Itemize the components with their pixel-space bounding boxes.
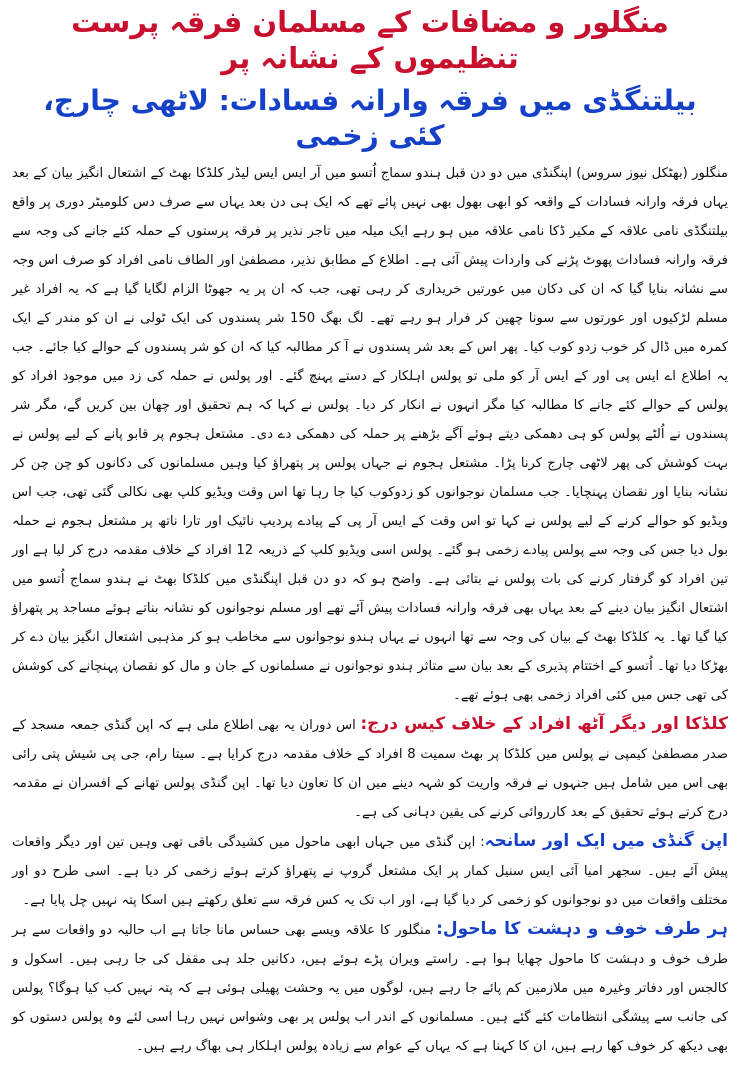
article-paragraph-4 (12, 915, 728, 1061)
paragraph-text: منگلور (بھٹکل نیوز سروس) اپنگنڈی میں دو دن قبل ہندو سماج اُتسو میں آر ایس ایس لیڈر کلڈکا بھٹ کے اشتعال انگیز بیان کے بعد یہاں فرقہ وارانہ فسادات کے واقعہ کو ابھی بھول بھی نہیں پائے تھے کہ ایک ہی دن بعد یہاں سے صرف دس کلومیٹر دوری پر واقع بیلتنگڈی نامی علاقہ کے مکیر ڈکا نامی علاقہ میں ہو رہے ایک میلہ میں تاجر نذیر پر فرقہ پرستوں کے حملہ کئے جانے کی وجہ سے فرقہ وارانہ فسادات پھوٹ پڑنے کی واردات پیش آئی ہے۔ اطلاع کے مطابق نذیر، مصطفیٰ اور الطاف نامی افراد کو صرف اس وجہ سے نشانہ بنایا گیا کہ ان کی دکان میں عورتیں خریداری کر رہی تھی، جب کہ ان پر یہ جھوٹا الزام لگایا گیا ہے کہ یہ افراد غیر مسلم لڑکیوں اور عورتوں سے سونا چھین کر فرار ہو رہے تھے۔ لگ بھگ 150 شر پسندوں کی ایک ٹولی نے ان کو مندر کے ایک کمرہ میں ڈال کر خوب زدو کوب کیا۔ پھر اس کے بعد شر پسندوں نے آ کر مطالبہ کیا کہ ان کو شر پسندوں کے حوالے کیا جائے۔ جب یہ اطلاع اے ایس پی اور کے ایس آر کو ملی تو پولس اہلکار کے دستے پہنچ گئے۔ اور پولس نے حملہ کی زد میں موجود افراد کو پولس کے حوالے کئے جانے کا مطالبہ کیا مگر انہوں نے انکار کر دیا۔ پولس نے کہا کہ ہم تحقیق اور چھان بین کریں گے، مگر شر پسندوں نے اُلٹے پولس کو ہی دھمکی دیتے ہوئے آگے بڑھنے پر حملہ کی دھمکی دے دی۔ مشتعل ہجوم پر قابو پانے کے لیے پولس نے بہت کوشش کی پھر لاٹھی چارج کرنا پڑا۔ مشتعل ہجوم نے جہاں پولس پر پتھراؤ کیا وہیں مسلمانوں کی دکانوں کو چن چن کر نشانہ بنایا اور نقصان پہنچایا۔ جب مسلمان نوجوانوں کو زدوکوب کیا جا رہا تھا اس وقت ویڈیو کلپ بھی نکالی گئی تھی، جب اس ویڈیو کو حوالے کرنے کے لیے پولس نے کہا تو اس وقت کے ایس آر پی کے پیادے پردیپ نائیک اور تارا ناتھ پر مشتعل ہجوم نے حملہ بول دیا جس کی وجہ سے پولس پیادے زخمی ہو گئے۔ پولس اسی ویڈیو کلپ کے ذریعہ 12 افراد کے خلاف مقدمہ درج کر لیا ہے اور تین افراد کو گرفتار کرنے کی بات پولس نے بتائی ہے۔ واضح ہو کہ دو دن قبل اپنگنڈی میں کلڈکا بھٹ نے ہندو سماج اُتسو میں اشتعال انگیز بیان دینے کے بعد یہاں بھی فرقہ وارانہ فسادات پیش آئے تھے اور مسلم نوجوانوں کو نشانہ بناتے ہوئے مساجد پر پتھراؤ کیا گیا تھا۔ یہ کلڈکا بھٹ کے بیان کی وجہ سے تھا انہوں نے یہاں ہندو نوجوانوں سے مخاطب ہو کر مذہبی اشتعال انگیز بیان دے کر بھڑکا دیا تھا۔ اُتسو کے اختتام پذیری کے بعد بیان سے متاثر ہندو نوجوانوں نے مسلمانوں کے جان و مال کو نقصان پہنچانے کی کوشش کی تھی جس میں کئی افراد زخمی بھی ہوئے تھے۔ (12, 165, 728, 703)
paragraph-text: اس دوران یہ بھی اطلاع ملی ہے کہ اپن گنڈی جمعہ مسجد کے صدر مصطفیٰ کیمپی نے پولس میں کلڈکا پر بھٹ سمیت 8 افراد کے خلاف مقدمہ درج کرایا ہے۔ سیتا رام، جی پی شیش پتی رائی بھی اس میں شامل ہیں جنہوں نے فرقہ واریت کو شہہ دینے میں ان کا تعاون دیا تھا۔ اپن گنڈی پولس تھانے کے افسران نے مقدمہ درج کرتے ہوئے تحقیق کے بعد کارروائی کرنے کی یقین دہانی کی ہے۔ (12, 717, 728, 820)
subheading-fear-atmosphere: ہر طرف خوف و دہشت کا ماحول: (436, 918, 728, 939)
headline-secondary: بیلتنگڈی میں فرقہ وارانہ فسادات: لاٹھی چارج، کئی زخمی (43, 83, 697, 152)
headline-main: منگلور و مضافات کے مسلمان فرقہ پرست تنظیموں کے نشانہ پر (71, 5, 669, 76)
paragraph-text: منگلور کا علاقہ ویسے بھی حساس مانا جاتا ہے اب حالیہ دو واقعات سے ہر طرف خوف و دہشت کا ماحول چھایا ہوا ہے۔ راستے ویران پڑے ہوئے ہیں، دکانیں جلد ہی مقفل کی جا رہی ہیں۔ اسکول و کالجس اور دفاتر وغیرہ میں ملازمین کم پائے جا رہے ہیں، لوگوں میں یہ وحشت پھیلی ہوئی ہے کہ پتہ نہیں کب کیا ہوگا؟ پولس کی جانب سے پیشگی انتظامات کئے گئے ہیں۔ مسلمانوں کے اندر اب پولس پر بھی وشواس نہیں رہا اسی لئے وہ پولس دستوں کو بھی دیکھ کر خوف کھا رہے ہیں، ان کا کہنا ہے کہ یہاں کے عوام سے زیادہ پولس اہلکار ہی بھاگ رہے ہیں۔ (12, 922, 728, 1054)
subheading-case-filed: کلڈکا اور دیگر آٹھ افراد کے خلاف کیس درج: (360, 713, 729, 734)
article-paragraph-2 (12, 710, 728, 827)
paragraph-text: : اپن گنڈی میں جہاں ابھی ماحول میں کشیدگی باقی تھی وہیں تین اور دیگر واقعات پیش آئے ہیں۔ سجھر امیا آئی ایس سنیل کمار پر ایک مشتعل گروپ نے پتھراؤ کرتے ہوئے زخمی کر دیا ہے۔ اسی طرح دو اور مختلف واقعات میں دو نوجوانوں کو زخمی کر دیا گیا ہے، اور اب تک یہ کس فرقہ سے تعلق رکھتے ہیں اسکا پتہ نہیں چل پایا ہے۔ (12, 834, 728, 908)
subheading-another-incident: اپن گنڈی میں ایک اور سانحہ (484, 830, 728, 851)
article-paragraph-1 (12, 159, 728, 710)
article-paragraph-3 (12, 827, 728, 915)
